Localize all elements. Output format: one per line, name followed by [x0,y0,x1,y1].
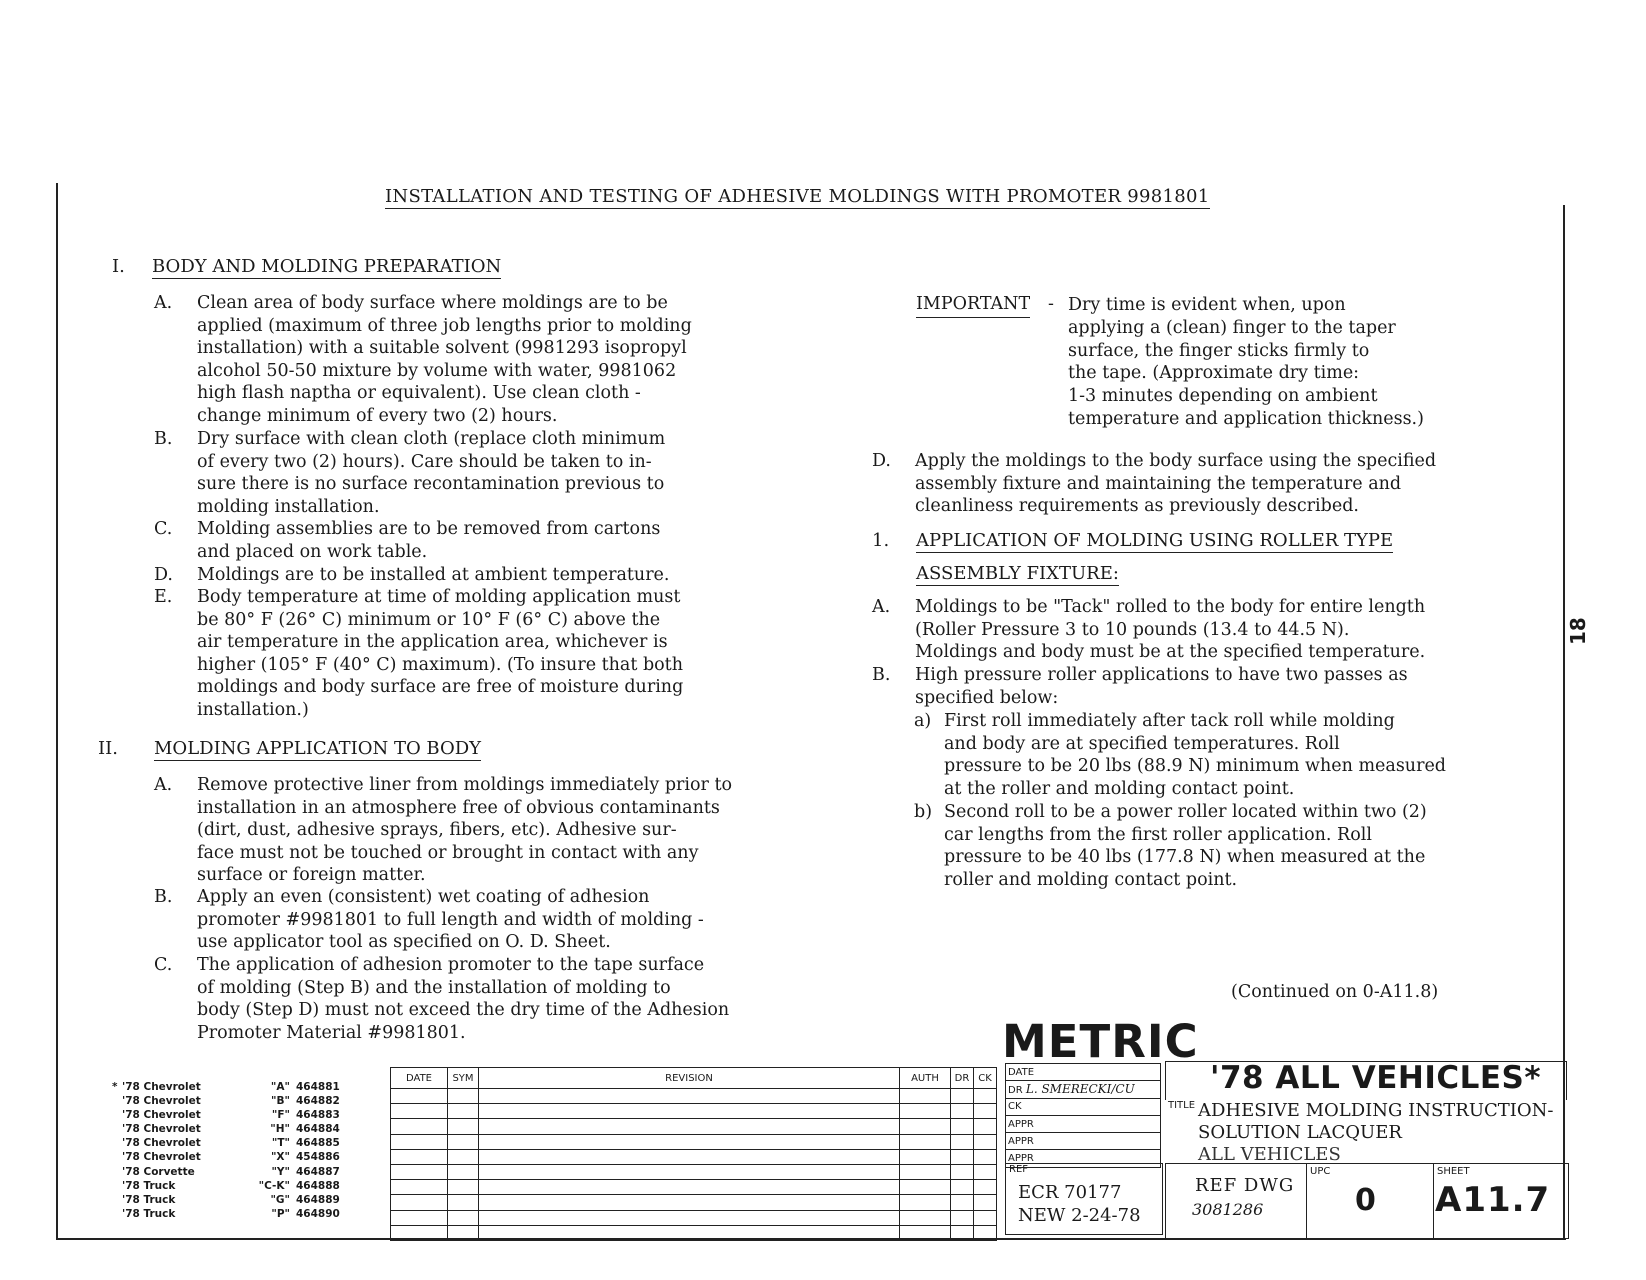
item-letter: C. [154,519,173,539]
item-text: Moldings are to be installed at ambient temperature. [197,565,670,585]
rev-col-revision: REVISION [479,1068,900,1089]
item-text: Moldings to be "Tack" rolled to the body for entire length (Roller Pressure 3 to 10 pounds (13.4 to 44.5 N). Moldings and body must be at the specified temperature. [915,597,1426,663]
rev-col-auth: AUTH [900,1068,951,1089]
ref-label: REF [1009,1164,1029,1175]
sheet-label: SHEET [1437,1166,1470,1177]
item-text: High pressure roller applications to have two passes as specified below: [915,665,1408,708]
roller-section-title-line2: ASSEMBLY FIXTURE: [916,563,1119,584]
section-1-number: I. [112,256,125,277]
ref-dwg-number: 3081286 [1192,1200,1264,1219]
sub-item-letter: a) [914,711,932,731]
roller-section-heading-2 [916,563,1119,584]
approval-dr: DR L. SMERECKI/CU [1006,1081,1161,1098]
rev-col-dr: DR [951,1068,974,1089]
vehicle-list [112,1080,356,1221]
item-letter: A. [872,597,891,617]
drawing-title-line-2: SOLUTION LACQUER [1198,1122,1402,1143]
item-text: Clean area of body surface where moldings are to be applied (maximum of three job lengths prior to molding installation) with a suitable solvent (9981293 isopropyl alcohol 50-50 mixture by volume with water, 9981062 high flash naptha or equivalent). Use clean cloth - change minimum of every two (2) hours. [197,293,692,426]
ref-dwg-label: REF DWG [1195,1175,1295,1196]
important-dash: - [1048,294,1054,314]
revision-row [391,1195,997,1210]
important-label: IMPORTANT [916,294,1030,318]
item-letter: A. [154,775,173,795]
sub-item-text: First roll immediately after tack roll while molding and body are at specified temperatures. Roll pressure to be 20 lbs (88.9 N) minimum when measured at the roller and molding contact point. [944,711,1447,799]
item-letter: B. [154,887,173,907]
revision-row [391,1149,997,1164]
item-text: The application of adhesion promoter to the tape surface of molding (Step B) and the installation of molding to body (Step D) must not exceed the dry time of the Adhesion Promoter Material #9981801. [197,955,730,1043]
item-letter: E. [154,587,173,607]
approval-block [1005,1063,1161,1168]
item-letter: B. [154,429,173,449]
vehicle-row: '78 Chevrolet "B" 464882 [122,1095,340,1108]
rev-col-sym: SYM [448,1068,479,1089]
section-1-title: BODY AND MOLDING PREPARATION [152,256,502,277]
vehicle-row: '78 Chevrolet "X" 454886 [122,1151,340,1164]
revision-table [390,1067,997,1241]
sub-item-text: Second roll to be a power roller located within two (2) car lengths from the first roller application. Roll pressure to be 40 lbs (177.8 N) when measured at the roller and molding contact point. [944,802,1427,890]
item-text: Dry surface with clean cloth (replace cloth minimum of every two (2) hours). Care should be taken to in- sure there is no surface recontamination previous to molding installation. [197,429,666,517]
vehicle-row: '78 Truck "G" 464889 [122,1193,340,1206]
revision-row [391,1210,997,1225]
item-letter: B. [872,665,891,685]
approval-ck: CK [1006,1098,1161,1115]
title-label: TITLE [1168,1100,1196,1111]
revision-row [391,1225,997,1240]
revision-row [391,1180,997,1195]
sheet-number: A11.7 [1435,1180,1551,1220]
vehicle-row: * '78 Chevrolet "A" 464881 [112,1081,340,1093]
drawing-title-line-1: ADHESIVE MOLDING INSTRUCTION- [1198,1100,1554,1121]
item-text: Apply an even (consistent) wet coating of adhesion promoter #9981801 to full length and width of molding - use applicator tool as specified on O. D. Sheet. [197,887,704,953]
approval-appr-1: APPR [1006,1115,1161,1132]
section-2-number: II. [98,738,118,759]
revision-row [391,1119,997,1134]
vehicle-row: '78 Chevrolet "H" 464884 [122,1123,340,1136]
vehicle-row: '78 Truck "C-K" 464888 [122,1179,340,1192]
vehicle-row: '78 Corvette "Y" 464887 [122,1165,340,1178]
frame-left-border [56,183,58,1240]
roller-section-heading [872,530,1393,551]
item-letter: D. [154,565,173,585]
vehicle-row: '78 Truck "P" 464890 [122,1207,340,1220]
ref-ecr: ECR 70177 [1018,1182,1122,1203]
approval-date: DATE [1006,1064,1161,1081]
vehicle-year-title: '78 ALL VEHICLES* [1210,1060,1542,1096]
item-text: Molding assemblies are to be removed from cartons and placed on work table. [197,519,661,562]
item-letter: D. [872,451,891,471]
item-text: Remove protective liner from moldings immediately prior to installation in an atmosphere free of obvious contaminants (dirt, dust, adhesive sprays, fibers, etc). Adhesive sur- face must not be touched or brought in contact with any surface or foreign matter. [197,775,733,886]
vehicle-row: '78 Chevrolet "F" 464883 [122,1109,340,1122]
drawing-title-line-3: ALL VEHICLES [1198,1144,1341,1165]
approval-appr-3: APPR [1006,1150,1161,1167]
roller-section-number: 1. [872,530,890,551]
revision-row [391,1134,997,1149]
approval-appr-2: APPR [1006,1133,1161,1150]
revision-row [391,1164,997,1179]
item-text: Apply the moldings to the body surface using the specified assembly fixture and maintaining the temperature and cleanliness requirements as previously described. [915,451,1437,517]
item-text: Body temperature at time of molding application must be 80° F (26° C) minimum or 10° F (6° C) above the air temperature in the application area, whichever is higher (105° F (40° C) maximum). (To insure that both moldings and body surface are free of moisture during installation.) [197,587,684,720]
rev-col-date: DATE [391,1068,448,1089]
side-page-number: 18 [1566,617,1590,645]
drafter-signature: L. SMERECKI/CU [1025,1082,1135,1097]
vehicle-row: '78 Chevrolet "T" 464885 [122,1137,340,1150]
item-letter: C. [154,955,173,975]
metric-stamp: METRIC [1002,1015,1199,1068]
important-text: Dry time is evident when, upon applying a (clean) finger to the taper surface, the finger sticks firmly to the tape. (Approximate dry time: 1-3 minutes depending on ambient temperature and application thickness.) [1068,295,1424,429]
document-title: INSTALLATION AND TESTING OF ADHESIVE MOLDINGS WITH PROMOTER 9981801 [385,186,1210,207]
continued-note: (Continued on 0-A11.8) [1231,982,1439,1002]
revision-header-row [391,1068,997,1089]
sub-item-letter: b) [914,802,933,822]
rev-col-ck: CK [974,1068,997,1089]
item-letter: A. [154,293,173,313]
section-1-heading [112,256,501,277]
upc-value: 0 [1355,1183,1376,1218]
ref-new-date: NEW 2-24-78 [1018,1205,1141,1226]
section-2-heading [98,738,481,759]
revision-row [391,1089,997,1104]
upc-label: UPC [1310,1166,1331,1177]
roller-section-title-line1: APPLICATION OF MOLDING USING ROLLER TYPE [916,530,1394,551]
section-2-title: MOLDING APPLICATION TO BODY [154,738,482,759]
revision-row [391,1104,997,1119]
